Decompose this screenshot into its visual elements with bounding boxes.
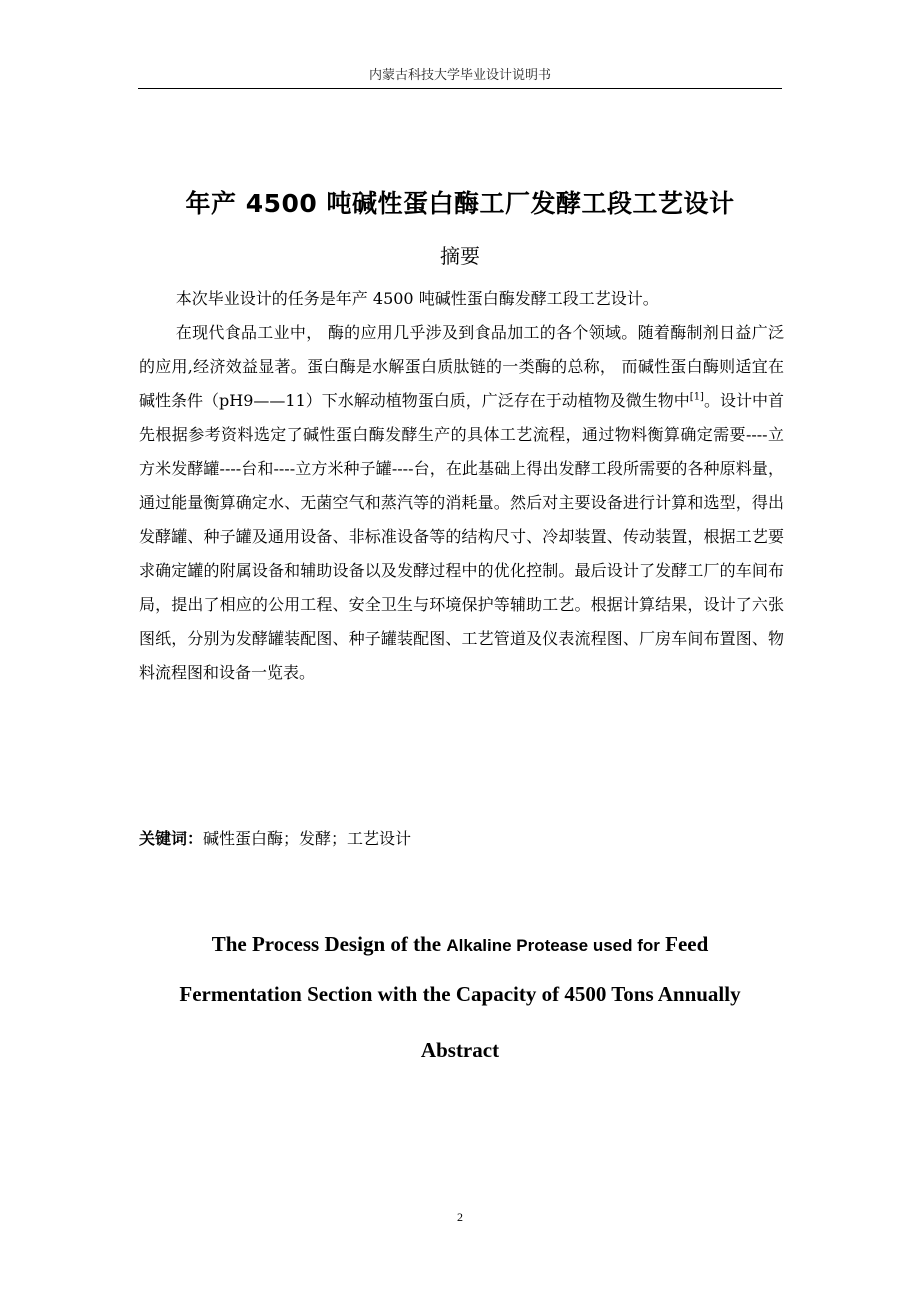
english-title-part-3: Feed <box>659 932 709 956</box>
abstract-body <box>139 282 784 690</box>
keywords-label: 关键词： <box>139 829 204 848</box>
english-title-part-1: The Process Design of the <box>211 932 447 956</box>
chinese-title: 年产 4500 吨碱性蛋白酶工厂发酵工段工艺设计 <box>185 189 735 218</box>
english-title-line-2: Fermentation Section with the Capacity of 4500 Tons Annually <box>179 982 741 1006</box>
header-divider <box>138 88 782 89</box>
page-number: 2 <box>457 1210 463 1224</box>
chinese-abstract-heading: 摘要 <box>440 244 480 268</box>
keywords-line <box>139 826 784 849</box>
paragraph-2-text-a: 在现代食品工业中， 酶的应用几乎涉及到食品加工的各个领域。随着酶制剂日益广泛的应用,经济效益显著。蛋白酶是水解蛋白质肽链的一类酶的总称， 而碱性蛋白酶则适宜在碱性条件（pH9——11）下水解动植物蛋白质，广泛存在于动植物及微生物中 <box>139 323 784 410</box>
abstract-paragraph-2 <box>139 316 784 690</box>
keywords-value: 碱性蛋白酶；发酵；工艺设计 <box>203 829 412 848</box>
english-title <box>110 920 810 1018</box>
running-header: 内蒙古科技大学毕业设计说明书 <box>368 68 551 83</box>
english-title-line-1 <box>110 920 810 970</box>
abstract-paragraph-1: 本次毕业设计的任务是年产 4500 吨碱性蛋白酶发酵工段工艺设计。 <box>175 289 659 308</box>
english-abstract-heading: Abstract <box>420 1038 500 1062</box>
english-title-part-2: Alkaline Protease used for <box>446 936 660 955</box>
citation-reference: [1] <box>689 391 704 403</box>
paragraph-2-text-b: 。设计中首先根据参考资料选定了碱性蛋白酶发酵生产的具体工艺流程，通过物料衡算确定需要----立方米发酵罐----台和----立方米种子罐----台，在此基础上得出发酵工段所需要的各种原料量，通过能量衡算确定水、无菌空气和蒸汽等的消耗量。然后对主要设备进行计算和选型，得出发酵罐、种子罐及通用设备、非标准设备等的结构尺寸、冷却装置、传动装置，根据工艺要求确定罐的附属设备和辅助设备以及发酵过程中的优化控制。最后设计了发酵工厂的车间布局，提出了相应的公用工程、安全卫生与环境保护等辅助工艺。根据计算结果，设计了六张图纸，分别为发酵罐装配图、种子罐装配图、工艺管道及仪表流程图、厂房车间布置图、物料流程图和设备一览表。 <box>139 391 784 682</box>
